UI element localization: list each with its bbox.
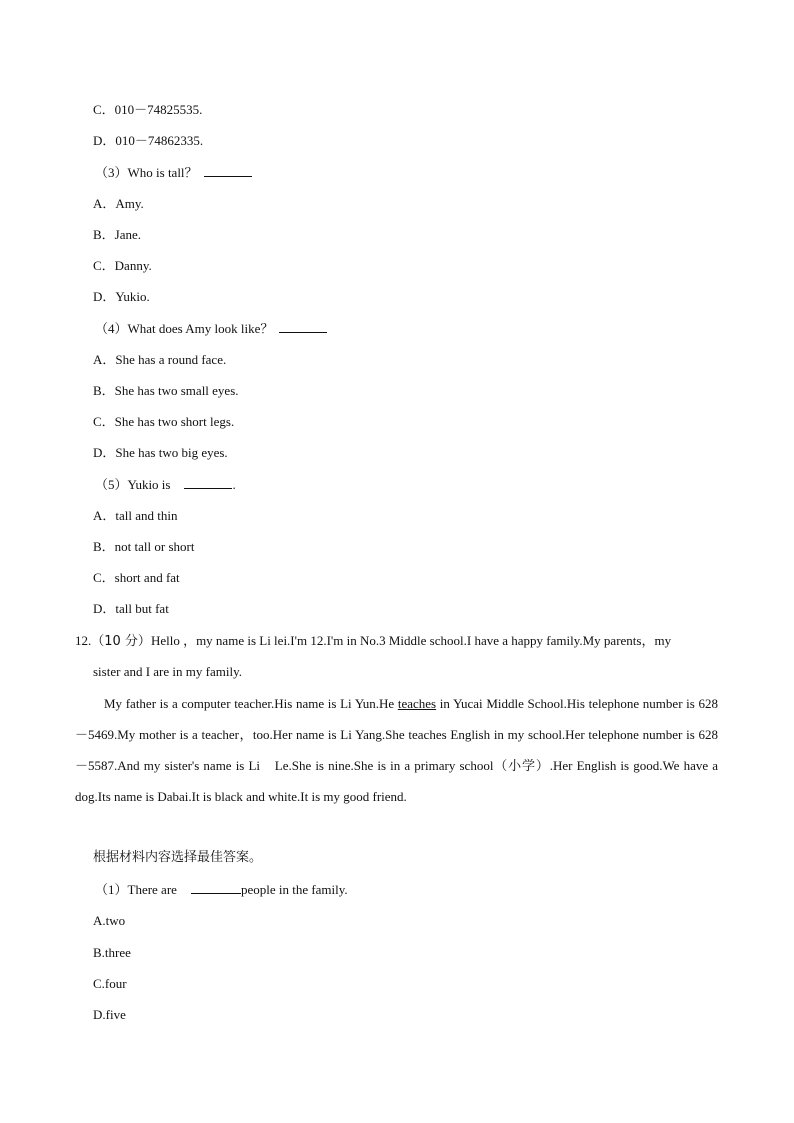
option-letter: C． — [93, 258, 115, 273]
option-d — [93, 288, 150, 306]
option-letter: B． — [93, 227, 115, 242]
option-text: She has two big eyes. — [115, 445, 228, 460]
question-label: （1）There are — [95, 882, 177, 897]
option-text: Amy. — [115, 196, 144, 211]
option-text: She has a round face. — [115, 352, 227, 367]
option-letter: D． — [93, 445, 116, 460]
option-a — [93, 912, 125, 930]
question-4 — [95, 320, 327, 338]
option-letter: C． — [93, 102, 115, 117]
option-text: not tall or short — [114, 539, 195, 554]
option-letter: A． — [93, 508, 116, 523]
question-number: 12. — [75, 633, 92, 648]
option-text: A.two — [93, 913, 126, 928]
question-tail: people in the family. — [240, 882, 348, 897]
option-b — [93, 382, 239, 400]
option-d — [93, 132, 203, 150]
option-letter: A． — [93, 196, 116, 211]
instruction-text: 根据材料内容选择最佳答案。 — [93, 850, 263, 865]
passage-paragraph — [75, 688, 718, 812]
option-c — [93, 257, 152, 275]
question-3 — [95, 164, 252, 182]
instruction — [93, 849, 262, 867]
option-letter: C． — [93, 414, 115, 429]
option-text: short and fat — [114, 570, 180, 585]
option-d — [93, 600, 169, 618]
option-text: tall but fat — [115, 601, 169, 616]
option-text: She has two small eyes. — [114, 383, 239, 398]
option-a — [93, 351, 226, 369]
question-12-header — [75, 632, 671, 651]
option-b — [93, 944, 131, 962]
option-d — [93, 1006, 126, 1024]
answer-blank[interactable] — [184, 476, 232, 489]
answer-blank[interactable] — [191, 881, 241, 894]
option-b — [93, 226, 141, 244]
option-text: Danny. — [114, 258, 152, 273]
option-letter: B． — [93, 383, 115, 398]
underlined-word: teaches — [397, 696, 437, 711]
passage-text: My father is a computer teacher.His name is Li Yun.He — [104, 696, 398, 711]
question-label: （4）What does Amy look like？ — [95, 321, 274, 336]
option-text: Jane. — [114, 227, 142, 242]
option-b — [93, 538, 194, 556]
option-text: D.five — [93, 1007, 126, 1022]
option-letter: C． — [93, 570, 115, 585]
option-text: Yukio. — [115, 289, 150, 304]
option-text: B.three — [93, 945, 131, 960]
option-text: 010－74825535. — [114, 102, 203, 117]
option-text: 010－74862335. — [115, 133, 204, 148]
option-d — [93, 444, 228, 462]
question-label: （3）Who is tall？ — [95, 165, 198, 180]
option-text: She has two short legs. — [114, 414, 235, 429]
option-letter: D． — [93, 289, 116, 304]
option-a — [93, 195, 144, 213]
option-letter: A． — [93, 352, 116, 367]
option-letter: B． — [93, 539, 115, 554]
question-5 — [95, 476, 236, 494]
option-c — [93, 569, 180, 587]
question-tail: . — [232, 477, 236, 492]
passage-text: in Yucai Middle School.His telephone number is 628－5469.My mother is a teacher，too.Her name is Li Yang.She teaches English in my school.Her telephone number is 628－5587.And my sister's name is Li Le.She is nine.She is in a primary school（小学）.Her English is good.We have a dog.Its name is Dabai.It is black and white.It is my good friend. — [75, 696, 719, 804]
option-letter: D． — [93, 601, 116, 616]
question-12-1 — [95, 881, 348, 899]
option-text: tall and thin — [115, 508, 178, 523]
option-c — [93, 101, 202, 119]
option-c — [93, 975, 127, 993]
passage-intro-line: Hello ，my name is Li lei.I'm 12.I'm in No.3 Middle school.I have a happy family.My parents，my — [150, 633, 672, 648]
passage-intro-line-2 — [93, 663, 242, 681]
answer-blank[interactable] — [279, 320, 327, 333]
option-c — [93, 413, 234, 431]
option-text: C.four — [93, 976, 127, 991]
option-letter: D． — [93, 133, 116, 148]
question-score: （10 分） — [91, 634, 151, 649]
passage-intro-text: sister and I are in my family. — [93, 664, 242, 679]
answer-blank[interactable] — [204, 164, 252, 177]
option-a — [93, 507, 178, 525]
question-label: （5）Yukio is — [95, 477, 171, 492]
